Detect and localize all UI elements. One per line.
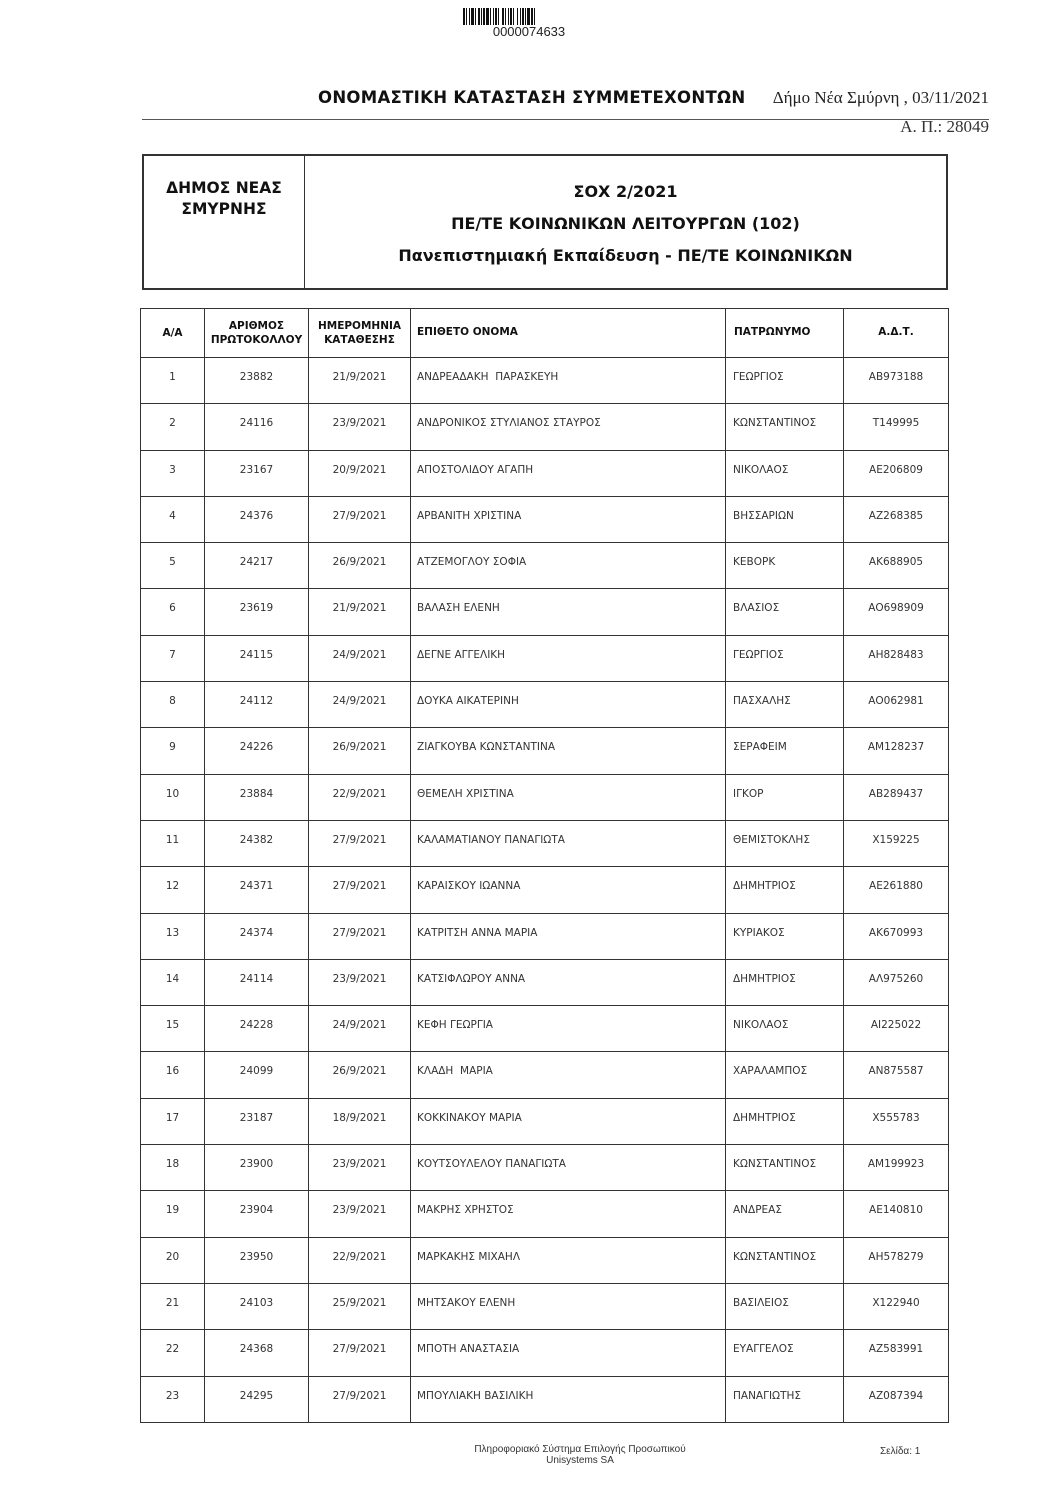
row-date: 18/9/2021 bbox=[309, 1098, 411, 1144]
row-aa: 4 bbox=[141, 496, 205, 542]
row-protocol: 24116 bbox=[205, 404, 309, 450]
row-date: 23/9/2021 bbox=[309, 1191, 411, 1237]
row-father: ΧΑΡΑΛΑΜΠΟΣ bbox=[726, 1052, 844, 1098]
row-aa: 5 bbox=[141, 543, 205, 589]
announcement-code: ΣΟΧ 2/2021 bbox=[573, 182, 678, 201]
row-father: ΠΑΣΧΑΛΗΣ bbox=[726, 682, 844, 728]
row-id: ΑΜ199923 bbox=[844, 1145, 949, 1191]
row-protocol: 23167 bbox=[205, 450, 309, 496]
row-father: ΒΗΣΣΑΡΙΩΝ bbox=[726, 496, 844, 542]
table-row bbox=[141, 1006, 949, 1052]
row-name: ΑΝΔΡΟΝΙΚΟΣ ΣΤΥΛΙΑΝΟΣ ΣΤΑΥΡΟΣ bbox=[411, 404, 726, 450]
table-row bbox=[141, 1191, 949, 1237]
row-protocol: 24115 bbox=[205, 635, 309, 681]
protocol-number: Α. Π.: 28049 bbox=[900, 117, 989, 136]
table-row bbox=[141, 1052, 949, 1098]
row-father: ΝΙΚΟΛΑΟΣ bbox=[726, 1006, 844, 1052]
row-date: 20/9/2021 bbox=[309, 450, 411, 496]
row-date: 26/9/2021 bbox=[309, 543, 411, 589]
table-row bbox=[141, 774, 949, 820]
row-id: ΑΒ289437 bbox=[844, 774, 949, 820]
row-date: 27/9/2021 bbox=[309, 496, 411, 542]
row-name: ΑΠΟΣΤΟΛΙΔΟΥ ΑΓΑΠΗ bbox=[411, 450, 726, 496]
row-protocol: 23619 bbox=[205, 589, 309, 635]
row-aa: 10 bbox=[141, 774, 205, 820]
row-name: ΚΑΛΑΜΑΤΙΑΝΟΥ ΠΑΝΑΓΙΩΤΑ bbox=[411, 820, 726, 866]
row-father: ΕΥΑΓΓΕΛΟΣ bbox=[726, 1330, 844, 1376]
row-father: ΓΕΩΡΓΙΟΣ bbox=[726, 635, 844, 681]
row-id: ΑΚ688905 bbox=[844, 543, 949, 589]
row-protocol: 24374 bbox=[205, 913, 309, 959]
table-row bbox=[141, 404, 949, 450]
row-date: 23/9/2021 bbox=[309, 959, 411, 1005]
row-date: 27/9/2021 bbox=[309, 913, 411, 959]
row-name: ΚΟΚΚΙΝΑΚΟΥ ΜΑΡΙΑ bbox=[411, 1098, 726, 1144]
row-protocol: 23900 bbox=[205, 1145, 309, 1191]
row-date: 27/9/2021 bbox=[309, 867, 411, 913]
header-protocol-line-1: ΑΡΙΘΜΟΣ bbox=[228, 320, 285, 332]
row-aa: 8 bbox=[141, 682, 205, 728]
row-name: ΑΤΖΕΜΟΓΛΟΥ ΣΟΦΙΑ bbox=[411, 543, 726, 589]
header-protocol bbox=[205, 309, 309, 358]
header-protocol-line-2: ΠΡΩΤΟΚΟΛΛΟΥ bbox=[210, 334, 303, 346]
row-aa: 7 bbox=[141, 635, 205, 681]
row-id: ΑΟ698909 bbox=[844, 589, 949, 635]
table-row bbox=[141, 450, 949, 496]
row-name: ΚΑΤΣΙΦΛΩΡΟΥ ΑΝΝΑ bbox=[411, 959, 726, 1005]
row-id: Χ159225 bbox=[844, 820, 949, 866]
participants-table bbox=[140, 308, 949, 1423]
table-row bbox=[141, 358, 949, 404]
row-aa: 1 bbox=[141, 358, 205, 404]
row-father: ΔΗΜΗΤΡΙΟΣ bbox=[726, 867, 844, 913]
table-row bbox=[141, 496, 949, 542]
table-row bbox=[141, 1330, 949, 1376]
row-aa: 17 bbox=[141, 1098, 205, 1144]
row-id: ΑΜ128237 bbox=[844, 728, 949, 774]
table-row bbox=[141, 1145, 949, 1191]
row-protocol: 23882 bbox=[205, 358, 309, 404]
row-aa: 14 bbox=[141, 959, 205, 1005]
row-name: ΔΕΓΝΕ ΑΓΓΕΛΙΚΗ bbox=[411, 635, 726, 681]
row-date: 21/9/2021 bbox=[309, 358, 411, 404]
row-date: 27/9/2021 bbox=[309, 820, 411, 866]
row-id: ΑΚ670993 bbox=[844, 913, 949, 959]
row-name: ΚΑΤΡΙΤΣΗ ΑΝΝΑ ΜΑΡΙΑ bbox=[411, 913, 726, 959]
row-id: ΑΕ206809 bbox=[844, 450, 949, 496]
row-protocol: 24114 bbox=[205, 959, 309, 1005]
row-father: ΙΓΚΟΡ bbox=[726, 774, 844, 820]
row-date: 22/9/2021 bbox=[309, 774, 411, 820]
row-date: 26/9/2021 bbox=[309, 728, 411, 774]
header-id: Α.Δ.Τ. bbox=[844, 309, 949, 358]
barcode-number: 0000074633 bbox=[492, 24, 566, 39]
row-id: ΑΝ875587 bbox=[844, 1052, 949, 1098]
table-row bbox=[141, 589, 949, 635]
row-protocol: 24376 bbox=[205, 496, 309, 542]
footer-system-line-2: Unisystems SA bbox=[546, 1455, 614, 1466]
row-id: ΑΒ973188 bbox=[844, 358, 949, 404]
row-name: ΘΕΜΕΛΗ ΧΡΙΣΤΙΝΑ bbox=[411, 774, 726, 820]
row-father: ΚΩΝΣΤΑΝΤΙΝΟΣ bbox=[726, 404, 844, 450]
table-row bbox=[141, 867, 949, 913]
row-date: 24/9/2021 bbox=[309, 635, 411, 681]
row-father: ΠΑΝΑΓΙΩΤΗΣ bbox=[726, 1376, 844, 1422]
row-aa: 12 bbox=[141, 867, 205, 913]
row-protocol: 23904 bbox=[205, 1191, 309, 1237]
row-aa: 22 bbox=[141, 1330, 205, 1376]
row-aa: 3 bbox=[141, 450, 205, 496]
row-protocol: 24099 bbox=[205, 1052, 309, 1098]
row-date: 27/9/2021 bbox=[309, 1330, 411, 1376]
row-father: ΚΕΒΟΡΚ bbox=[726, 543, 844, 589]
row-aa: 2 bbox=[141, 404, 205, 450]
row-id: ΑΕ261880 bbox=[844, 867, 949, 913]
organization-line-2: ΣΜΥΡΝΗΣ bbox=[181, 200, 267, 218]
row-id: ΑΖ268385 bbox=[844, 496, 949, 542]
row-father: ΑΝΔΡΕΑΣ bbox=[726, 1191, 844, 1237]
table-row bbox=[141, 959, 949, 1005]
place-and-date: Δήμο Νέα Σμύρνη , 03/11/2021 bbox=[772, 88, 989, 107]
row-protocol: 24368 bbox=[205, 1330, 309, 1376]
row-aa: 9 bbox=[141, 728, 205, 774]
announcement-header-box bbox=[142, 154, 948, 290]
row-protocol: 24103 bbox=[205, 1283, 309, 1329]
table-row bbox=[141, 1237, 949, 1283]
row-protocol: 24112 bbox=[205, 682, 309, 728]
row-id: Χ555783 bbox=[844, 1098, 949, 1144]
header-name: ΕΠΙΘΕΤΟ ΟΝΟΜΑ bbox=[411, 309, 726, 358]
table-row bbox=[141, 820, 949, 866]
row-protocol: 24228 bbox=[205, 1006, 309, 1052]
header-date-line-2: ΚΑΤΑΘΕΣΗΣ bbox=[324, 334, 395, 346]
row-father: ΚΩΝΣΤΑΝΤΙΝΟΣ bbox=[726, 1237, 844, 1283]
row-name: ΜΑΚΡΗΣ ΧΡΗΣΤΟΣ bbox=[411, 1191, 726, 1237]
header-father: ΠΑΤΡΩΝΥΜΟ bbox=[726, 309, 844, 358]
row-father: ΣΕΡΑΦΕΙΜ bbox=[726, 728, 844, 774]
row-aa: 18 bbox=[141, 1145, 205, 1191]
row-name: ΑΡΒΑΝΙΤΗ ΧΡΙΣΤΙΝΑ bbox=[411, 496, 726, 542]
row-name: ΖΙΑΓΚΟΥΒΑ ΚΩΝΣΤΑΝΤΙΝΑ bbox=[411, 728, 726, 774]
barcode bbox=[463, 8, 595, 25]
row-aa: 21 bbox=[141, 1283, 205, 1329]
row-father: ΚΥΡΙΑΚΟΣ bbox=[726, 913, 844, 959]
row-father: ΒΛΑΣΙΟΣ bbox=[726, 589, 844, 635]
row-name: ΜΠΟΤΗ ΑΝΑΣΤΑΣΙΑ bbox=[411, 1330, 726, 1376]
table-row bbox=[141, 1098, 949, 1144]
row-id: ΑΖ583991 bbox=[844, 1330, 949, 1376]
footer-system bbox=[440, 1444, 720, 1466]
row-id: ΑΗ828483 bbox=[844, 635, 949, 681]
row-father: ΓΕΩΡΓΙΟΣ bbox=[726, 358, 844, 404]
header-aa: Α/Α bbox=[141, 309, 205, 358]
table-row bbox=[141, 1376, 949, 1422]
specialty-title: ΠΕ/ΤΕ ΚΟΙΝΩΝΙΚΩΝ ΛΕΙΤΟΥΡΓΩΝ (102) bbox=[451, 214, 800, 233]
row-name: ΚΛΑΔΗ ΜΑΡΙΑ bbox=[411, 1052, 726, 1098]
row-name: ΚΕΦΗ ΓΕΩΡΓΙΑ bbox=[411, 1006, 726, 1052]
row-date: 25/9/2021 bbox=[309, 1283, 411, 1329]
row-date: 23/9/2021 bbox=[309, 404, 411, 450]
row-date: 21/9/2021 bbox=[309, 589, 411, 635]
table-row bbox=[141, 635, 949, 681]
announcement-cell bbox=[305, 156, 946, 288]
row-id: ΑΛ975260 bbox=[844, 959, 949, 1005]
row-protocol: 24295 bbox=[205, 1376, 309, 1422]
row-aa: 6 bbox=[141, 589, 205, 635]
row-date: 27/9/2021 bbox=[309, 1376, 411, 1422]
footer-system-line-1: Πληροφοριακό Σύστημα Επιλογής Προσωπικού bbox=[474, 1444, 686, 1455]
table-header-row bbox=[141, 309, 949, 358]
row-protocol: 23950 bbox=[205, 1237, 309, 1283]
row-aa: 11 bbox=[141, 820, 205, 866]
row-father: ΔΗΜΗΤΡΙΟΣ bbox=[726, 959, 844, 1005]
row-id: ΑΙ225022 bbox=[844, 1006, 949, 1052]
row-name: ΜΠΟΥΛΙΑΚΗ ΒΑΣΙΛΙΚΗ bbox=[411, 1376, 726, 1422]
table-row bbox=[141, 913, 949, 959]
organization-cell bbox=[144, 156, 305, 288]
row-protocol: 24226 bbox=[205, 728, 309, 774]
row-aa: 13 bbox=[141, 913, 205, 959]
row-father: ΚΩΝΣΤΑΝΤΙΝΟΣ bbox=[726, 1145, 844, 1191]
organization-line-1: ΔΗΜΟΣ ΝΕΑΣ bbox=[166, 179, 282, 197]
education-level: Πανεπιστημιακή Εκπαίδευση - ΠΕ/ΤΕ ΚΟΙΝΩΝΙΚΩΝ bbox=[398, 246, 853, 265]
row-name: ΒΑΛΑΣΗ ΕΛΕΝΗ bbox=[411, 589, 726, 635]
row-date: 23/9/2021 bbox=[309, 1145, 411, 1191]
row-id: ΑΖ087394 bbox=[844, 1376, 949, 1422]
row-aa: 23 bbox=[141, 1376, 205, 1422]
row-date: 24/9/2021 bbox=[309, 1006, 411, 1052]
row-id: ΑΗ578279 bbox=[844, 1237, 949, 1283]
row-name: ΚΑΡΑΙΣΚΟΥ ΙΩΑΝΝΑ bbox=[411, 867, 726, 913]
row-id: Χ122940 bbox=[844, 1283, 949, 1329]
row-aa: 20 bbox=[141, 1237, 205, 1283]
row-date: 24/9/2021 bbox=[309, 682, 411, 728]
row-name: ΚΟΥΤΣΟΥΛΕΛΟΥ ΠΑΝΑΓΙΩΤΑ bbox=[411, 1145, 726, 1191]
table-row bbox=[141, 1283, 949, 1329]
row-name: ΜΗΤΣΑΚΟΥ ΕΛΕΝΗ bbox=[411, 1283, 726, 1329]
row-father: ΔΗΜΗΤΡΙΟΣ bbox=[726, 1098, 844, 1144]
table-row bbox=[141, 728, 949, 774]
row-protocol: 23187 bbox=[205, 1098, 309, 1144]
header-date-line-1: ΗΜΕΡΟΜΗΝΙΑ bbox=[317, 320, 402, 332]
row-name: ΜΑΡΚΑΚΗΣ ΜΙΧΑΗΛ bbox=[411, 1237, 726, 1283]
page-number: Σελίδα: 1 bbox=[880, 1446, 921, 1457]
document-title: ΟΝΟΜΑΣΤΙΚΗ ΚΑΤΑΣΤΑΣΗ ΣΥΜΜΕΤΕΧΟΝΤΩΝ bbox=[318, 88, 746, 107]
row-date: 26/9/2021 bbox=[309, 1052, 411, 1098]
row-aa: 15 bbox=[141, 1006, 205, 1052]
row-date: 22/9/2021 bbox=[309, 1237, 411, 1283]
row-protocol: 24371 bbox=[205, 867, 309, 913]
row-id: ΑΕ140810 bbox=[844, 1191, 949, 1237]
row-father: ΘΕΜΙΣΤΟΚΛΗΣ bbox=[726, 820, 844, 866]
row-protocol: 24217 bbox=[205, 543, 309, 589]
row-protocol: 24382 bbox=[205, 820, 309, 866]
row-aa: 19 bbox=[141, 1191, 205, 1237]
row-name: ΑΝΔΡΕΑΔΑΚΗ ΠΑΡΑΣΚΕΥΗ bbox=[411, 358, 726, 404]
table-row bbox=[141, 682, 949, 728]
title-divider bbox=[142, 119, 989, 120]
row-protocol: 23884 bbox=[205, 774, 309, 820]
table-row bbox=[141, 543, 949, 589]
row-father: ΒΑΣΙΛΕΙΟΣ bbox=[726, 1283, 844, 1329]
row-id: Τ149995 bbox=[844, 404, 949, 450]
header-date bbox=[309, 309, 411, 358]
row-father: ΝΙΚΟΛΑΟΣ bbox=[726, 450, 844, 496]
row-id: ΑΟ062981 bbox=[844, 682, 949, 728]
row-aa: 16 bbox=[141, 1052, 205, 1098]
row-name: ΔΟΥΚΑ ΑΙΚΑΤΕΡΙΝΗ bbox=[411, 682, 726, 728]
